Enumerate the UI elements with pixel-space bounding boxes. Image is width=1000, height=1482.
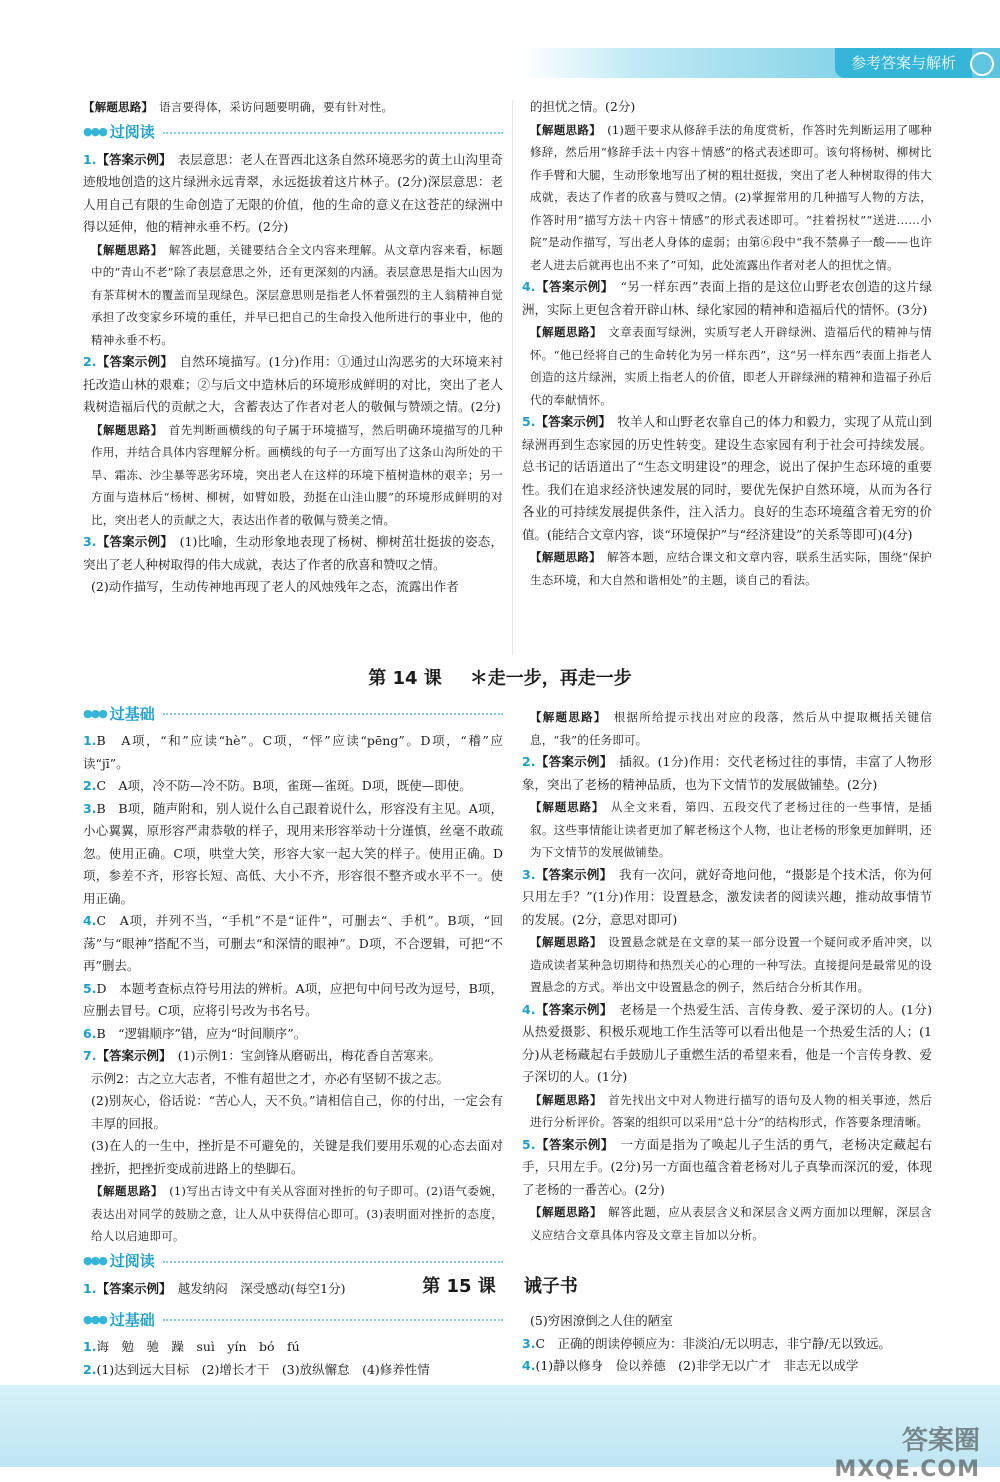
section-reading: [83, 121, 503, 145]
section-dots-icon: ●●●: [83, 125, 106, 139]
label-idea: 【解题思路】: [83, 100, 148, 114]
question-number: 6.: [83, 1025, 97, 1041]
explanation-text: 解答此题，关键要结合全文内容来理解。从文章内容来看，标题中的“青山不老”除了表层意思之外，还有更深刻的内涵。表层意思是指大山因为有茶茸树木的覆盖而呈现绿色。深层意思则是指老人怀着强烈的主人翁精神自觉承担了改变家乡环境的重任，并早已把自己的生命投入他所进行的事业中，他的精神永垂不朽。: [91, 242, 503, 347]
answer-text: (2)别灰心，俗话说：“苦心人，天不负。”请相信自己，你的付出，一定会有丰厚的回报。: [91, 1093, 503, 1131]
explanation-text: 首先判断画横线的句子属于环境描写，然后明确环境描写的几种作用，并结合具体内容理解分析。画横线的句子一方面写出了这条山沟所处的干旱、霜冻、沙尘暴等恶劣环境，突出老人在这样的环境下植树造林的艰辛；另一方面与造林后“杨树、柳树，如臂如股，劲挺在山洼山腰”的环境形成鲜明的对比，突出老人的贡献之大，表达出作者的敬佩与赞美之情。: [91, 422, 503, 527]
explanation-text: (1)题干要求从修辞手法的角度赏析，作答时先判断运用了哪种修辞，然后用“修辞手法＋内容＋情感”的格式表述即可。该句将杨树、柳树比作手臂和大腿，生动形象地写出了树的粗壮挺拔，突出了老人种树取得的伟大成就，表达了作者的欣喜与赞叹之情。(2)掌握常用的几种描写人物的方法，作答时用“描写方法＋内容＋情感”的形式表述即可。“拄着拐杖”“送进……小院”是动作描写，写出老人身体的虚弱；由第⑥段中“我不禁鼻子一酸——也许老人进去后就再也出不来了”可知，此处流露出作者对老人的担忧之情。: [530, 122, 933, 272]
section-dots-icon: ●●●: [83, 1254, 106, 1268]
answer-text: (2)动作描写，生动传神地再现了老人的风烛残年之态，流露出作者: [91, 579, 459, 594]
section-rule: [163, 713, 503, 715]
answer-text: 表层意思：老人在晋西北这条自然环境恶劣的黄土山沟里奇迹般地创造的这片绿洲永远青翠，永远挺拔着这片林子。(2分)深层意思：老人用自己有限的生命创造了无限的价值，他的生命的意义在这苍茫的绿洲中得以延伸，他的精神永垂不朽。(2分): [83, 151, 503, 234]
section-dots-icon: ●●●: [83, 1312, 106, 1326]
lesson-name: ＊走一步，再走一步: [469, 668, 632, 689]
lesson-name: 诫子书: [523, 1276, 578, 1297]
label-idea: 【解题思路】: [530, 325, 597, 339]
question-number: 3.: [83, 800, 97, 816]
question-number: 3.: [83, 534, 97, 549]
question-number: 5.: [522, 1136, 536, 1152]
answer-text: B A项，“和”应读“hè”。C项，“怦”应读“pēng”。D项，“稽”应读“jī”。: [83, 733, 503, 771]
header-deco-icon: [970, 52, 994, 76]
section-rule: [163, 1319, 503, 1321]
lesson-number: 第 14 课: [368, 668, 442, 689]
label-answer: 【答案示例】: [96, 1048, 166, 1063]
question-number: 5.: [522, 414, 536, 429]
answer-text: (1)示例1：宝剑锋从磨砺出，梅花香自苦寒来。: [177, 1048, 441, 1063]
answer-text: 牧羊人和山野老农靠自己的体力和毅力，实现了从荒山到绿洲再到生态家园的历史性转变。建设生态家园有利于社会可持续发展。总书记的话语道出了“生态文明建设”的理念，说出了保护生态环境的重要性。我们在追求经济快速发展的同时，要优先保护自然环境，从而为各行各业的可持续发展提供条件，注入活力。良好的生态环境蕴含着无穷的价值。(能结合文章内容，谈“环境保护”与“经济建设”的关系等即可)(4分): [522, 414, 932, 542]
explanation-text: 首先找出文中对人物进行描写的语句及人物的相关事迹，然后进行分析评价。答案的组织可以采用“总十分”的结构形式，作答要条理清晰。: [530, 1092, 933, 1129]
label-idea: 【解题思路】: [530, 800, 599, 814]
answer-text: 自然环境描写。(1分)作用：①通过山沟恶劣的大环境来衬托改造山林的艰难；②与后文中造林后的环境形成鲜明的对比，突出了老人栽树造福后代的贡献之大，含蓄表达了作者对老人的敬佩与赞颂之情。(2分): [83, 354, 503, 414]
section-title: 过基础: [109, 704, 155, 723]
explanation-text: 解答本题，应结合课文和文章内容，联系生活实际，围绕“保护生态环境，和大自然和谐相处”的主题，谈自己的看法。: [530, 550, 933, 587]
header-tab-label: 参考答案与解析: [835, 48, 972, 78]
label-answer: 【答案示例】: [96, 151, 166, 167]
question-number: 4.: [522, 279, 536, 294]
label-idea: 【解题思路】: [530, 550, 596, 564]
label-idea: 【解题思路】: [530, 1092, 597, 1107]
answer-text: 语言要得体，采访问题要明确，要有针对性。: [159, 100, 394, 114]
lesson-14-right-column: [522, 706, 932, 1246]
explanation-text: 设置悬念就是在文章的某一部分设置一个疑问或矛盾冲突，以造成读者某种急切期待和热烈关心的心理的一种写法。直接提问是最常见的设置悬念的方式。举出文中设置悬念的例子，然后结合分析其作用。: [530, 935, 933, 994]
question-number: 2.: [83, 1361, 97, 1377]
label-answer: 【答案示例】: [96, 534, 167, 549]
section-title: 过阅读: [109, 1252, 155, 1271]
section-basics: [83, 1308, 503, 1332]
label-answer: 【答案示例】: [96, 354, 167, 369]
label-answer: 【答案示例】: [96, 1280, 166, 1296]
section-dots-icon: ●●●: [83, 706, 106, 720]
question-number: 2.: [83, 354, 97, 369]
page-header: [0, 0, 1000, 86]
label-answer: 【答案示例】: [535, 279, 608, 294]
answer-text: 一方面是指为了唤起儿子生活的勇气，老杨决定藏起右手，只用左手。(2分)另一方面也蕴含着老杨对儿子真挚而深沉的爱，体现了老杨的一番苦心。(2分): [522, 1136, 932, 1197]
question-number: 5.: [83, 980, 97, 996]
question-number: 1.: [83, 1339, 97, 1354]
section-title: 过阅读: [109, 123, 155, 142]
label-answer: 【答案示例】: [535, 414, 605, 429]
lesson-14-left-column: [83, 700, 503, 1300]
question-number: 3.: [522, 1335, 536, 1351]
question-number: 7.: [83, 1048, 97, 1063]
answer-text: C A项，并列不当，“手机”不是“证件”，可删去“、手机”。B项，“回荡”与“眼神”搭配不当，可删去“和深情的眼神”。D项，不合逻辑，可把“不再”删去。: [83, 913, 503, 973]
explanation-text: 文章表面写绿洲，实质写老人开辟绿洲、造福后代的精神与情怀。“他已经将自己的生命转化为另一样东西”，这“另一样东西”表面上指老人创造的这片绿洲，实质上指老人的价值，即老人开辟绿洲的精神和造福子孙后代的奉献情怀。: [530, 325, 933, 407]
answer-text: B B项，随声附和，别人说什么自己跟着说什么，形容没有主见。A项，小心翼翼，原形容严肃恭敬的样子，现用来形容举动十分谨慎，丝毫不敢疏忽。使用正确。C项，哄堂大笑，形容大家一起大笑的样子。使用正确。D项，参差不齐，形容长短、高低、大小不齐，形容很不整齐或水平不一。使用正确。: [83, 800, 503, 906]
question-number: 4.: [522, 1358, 536, 1373]
label-answer: 【答案示例】: [535, 1001, 607, 1017]
label-idea: 【解题思路】: [91, 242, 157, 257]
answer-text: “另一样东西”表面上指的是这位山野老农创造的这片绿洲，实际上更包含着开辟山林、绿化家园的精神和造福后代的情怀。(3分): [522, 279, 932, 317]
answer-text: 越发纳闷 深受感动(每空1分): [177, 1280, 346, 1296]
question-number: 2.: [522, 754, 536, 769]
answer-text: 的担忧之情。(2分): [530, 99, 636, 114]
watermark: [834, 1420, 980, 1482]
question-number: 2.: [83, 778, 97, 793]
section-rule: [163, 1261, 503, 1263]
answer-text: C 正确的朗读停顿应为：非淡泊/无以明志，非宁静/无以致远。: [535, 1335, 891, 1351]
answer-text: 诲 勉 驰 躁 suì yín bó fú: [96, 1339, 300, 1354]
answer-text: C A项，冷不防—冷不防。B项，雀斑—雀斑。D项，既使—即使。: [96, 778, 472, 793]
answer-text: D 本题考查标点符号用法的辨析。A项，应把句中问号改为逗号，B项，应删去冒号。C项，应将引号改为书名号。: [83, 980, 503, 1018]
answer-text: (5)穷困潦倒之人住的陋室: [530, 1313, 673, 1328]
label-answer: 【答案示例】: [535, 754, 607, 769]
label-idea: 【解题思路】: [530, 935, 597, 949]
label-idea: 【解题思路】: [91, 1184, 158, 1198]
lesson-15-left-column: [83, 1306, 503, 1381]
watermark-url: MXQE.COM: [834, 1457, 980, 1482]
answer-text: 我有一次问，就好奇地问他，“摄影是个技术活，你为何只用左手？”(1分)作用：设置悬念，激发读者的阅读兴趣，推动故事情节的发展。(2分，意思对即可): [522, 866, 932, 927]
answer-text: 老杨是一个热爱生活、言传身教、爱子深切的人。(1分)从热爱摄影、积极乐观地工作生活等可以看出他是一个热爱生活的人；(1分)从老杨藏起右手鼓励儿子重燃生活的希望来看，他是一个言传身教、爱子深切的人。(1分): [522, 1001, 932, 1084]
lesson-15-title: [0, 1272, 1000, 1298]
answer-text: B “逻辑顺序”错，应为“时间顺序”。: [96, 1025, 307, 1041]
explanation-text: 根据所给提示找出对应的段落，然后从中提取概括关键信息，“我”的任务即可。: [530, 710, 932, 747]
label-idea: 【解题思路】: [530, 122, 596, 137]
question-number: 4.: [522, 1001, 536, 1017]
answer-text: (3)在人的一生中，挫折是不可避免的，关键是我们要用乐观的心态去面对挫折，把挫折变成前进路上的垫脚石。: [91, 1138, 503, 1176]
label-answer: 【答案示例】: [535, 1136, 608, 1152]
explanation-text: 从全文来看，第四、五段交代了老杨过往的一些事情，是插叙。这些事情能让读者更加了解老杨这个人物，也让老杨的形象更加鲜明，还为下文情节的发展做铺垫。: [530, 800, 933, 859]
lesson-15-right-column: [522, 1310, 932, 1378]
question-number: 1.: [83, 151, 97, 167]
answer-text: (1)达到远大目标 (2)增长才干 (3)放纵懈怠 (4)修养性情: [96, 1361, 430, 1377]
column-divider: [512, 100, 513, 655]
top-left-column: [83, 96, 503, 599]
section-reading: [83, 1250, 503, 1274]
answer-text: 插叙。(1分)作用：交代老杨过往的事情，丰富了人物形象，突出了老杨的精神品质，也为下文情节的发展做铺垫。(2分): [522, 754, 932, 792]
top-right-column: [522, 96, 932, 591]
section-basics: [83, 702, 503, 726]
question-number: 1.: [83, 1280, 97, 1296]
section-title: 过基础: [109, 1310, 155, 1329]
explanation-text: (1)写出古诗文中有关从容面对挫折的句子即可。(2)语气委婉，表达出对同学的鼓励之意，让人从中获得信心即可。(3)表明面对挫折的态度，给人以启迪即可。: [91, 1184, 504, 1243]
label-idea: 【解题思路】: [91, 422, 157, 437]
label-idea: 【解题思路】: [530, 1205, 597, 1219]
label-idea: 【解题思路】: [530, 710, 601, 724]
question-number: 3.: [522, 866, 536, 882]
lesson-14-title: [0, 664, 1000, 690]
question-number: 1.: [83, 733, 97, 748]
lesson-number: 第 15 课: [422, 1276, 496, 1297]
section-rule: [163, 132, 503, 134]
watermark-name: 答案圈: [901, 1426, 980, 1456]
answer-text: 示例2：古之立大志者，不惟有超世之才，亦必有坚韧不拔之志。: [91, 1070, 449, 1086]
question-number: 4.: [83, 913, 97, 928]
answer-text: (1)静以修身 俭以养德 (2)非学无以广才 非志无以成学: [535, 1358, 859, 1373]
explanation-text: 解答此题，应从表层含义和深层含义两方面加以理解，深层含义应结合文章具体内容及文章主旨加以分析。: [530, 1205, 933, 1242]
answer-text: (1)比喻，生动形象地表现了杨树、柳树茁壮挺拔的姿态，突出了老人种树取得的伟大成就，表达了作者的欣喜和赞叹之情。: [83, 534, 503, 572]
label-answer: 【答案示例】: [535, 866, 607, 882]
